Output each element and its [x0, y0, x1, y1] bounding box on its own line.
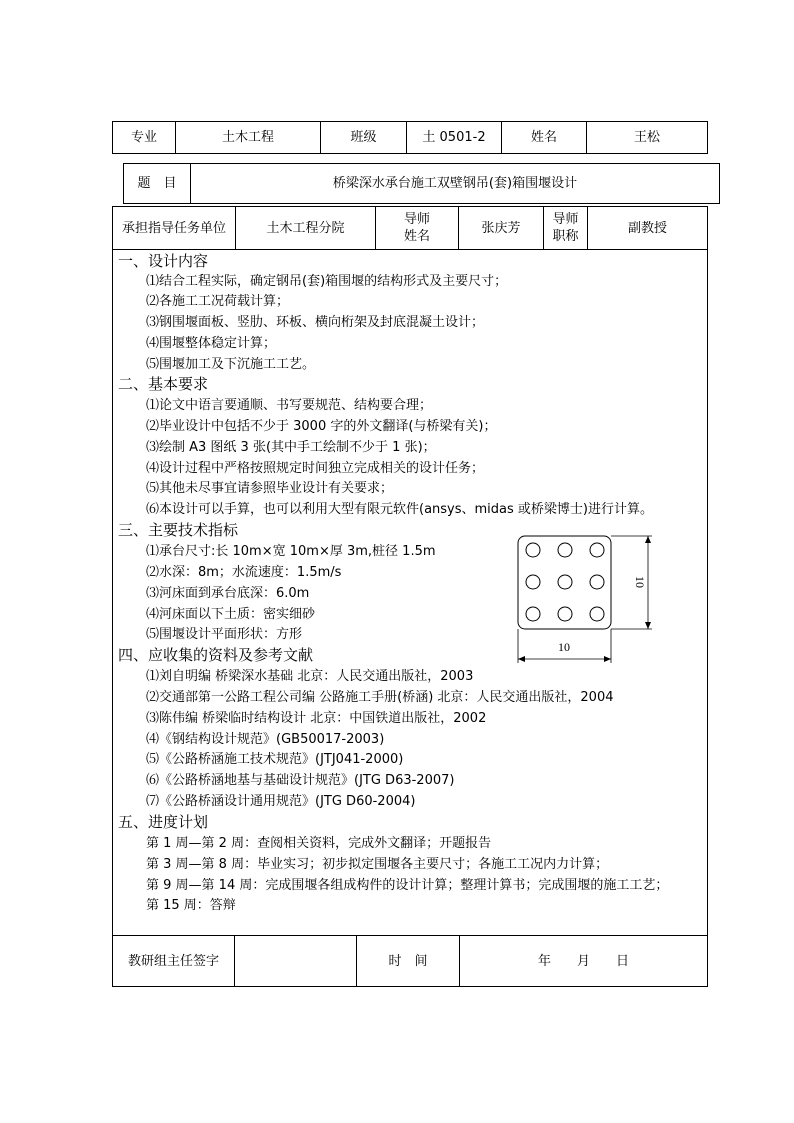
list-item: ⑸《公路桥涵施工技术规范》(JTJ041-2000)	[146, 752, 404, 767]
pile-circle	[526, 607, 540, 621]
list-item: ⑶陈伟编 桥梁临时结构设计 北京：中国铁道出版社，2002	[146, 711, 487, 726]
unit-value: 土木工程分院	[236, 207, 376, 250]
class-value: 土 0501-2	[407, 122, 502, 154]
pile-circle	[590, 607, 604, 621]
director-signature-value	[235, 936, 357, 987]
height-dimension	[611, 536, 652, 629]
section-heading-schedule: 五、进度计划	[118, 813, 209, 831]
section-heading-references: 四、应收集的资料及参考文献	[118, 646, 314, 664]
list-item: ⑸围堰设计平面形状：方形	[146, 627, 303, 642]
schedule-item: 第 1 周—第 2 周：查阅相关资料，完成外文翻译；开题报告	[146, 836, 492, 851]
pile-circle	[526, 575, 540, 589]
advisor-label-line2: 姓名	[403, 229, 430, 244]
pile-circle	[590, 575, 604, 589]
pile-circle	[526, 543, 540, 557]
pile-circle	[558, 575, 572, 589]
pile-cap-diagram	[512, 534, 662, 668]
pile-circle	[558, 607, 572, 621]
width-dimension	[518, 629, 611, 663]
section-heading-specs: 三、主要技术指标	[118, 521, 239, 539]
schedule-item: 第 9 周—第 14 周：完成围堰各组成构件的设计计算；整理计算书；完成围堰的施工工艺；	[146, 878, 669, 893]
advisor-title-label	[544, 207, 588, 250]
advisor-name-label	[376, 207, 459, 250]
list-item: ⑺《公路桥涵设计通用规范》(JTG D60-2004)	[146, 794, 416, 809]
cap-outline	[518, 536, 611, 629]
list-item: ⑴论文中语言要通顺、书写要规范、结构要合理；	[146, 398, 433, 413]
list-item: ⑴承台尺寸:长 10m×宽 10m×厚 3m,桩径 1.5m	[146, 544, 436, 559]
list-item: ⑸围堰加工及下沉施工工艺。	[146, 357, 316, 372]
name-value: 王松	[587, 122, 708, 154]
list-item: ⑷《钢结构设计规范》(GB50017-2003)	[146, 732, 385, 747]
schedule-item: 第 3 周—第 8 周：毕业实习；初步拟定围堰各主要尺寸；各施工工况内力计算；	[146, 857, 609, 872]
advisor-label-line1: 导师	[403, 212, 430, 227]
major-value: 土木工程	[176, 122, 321, 154]
name-label: 姓名	[502, 122, 587, 154]
list-item: ⑵各施工工况荷载计算；	[146, 294, 290, 309]
advisor-title-value: 副教授	[588, 207, 708, 250]
pile-grid	[526, 543, 604, 621]
major-label: 专业	[113, 122, 176, 154]
topic-value: 桥梁深水承台施工双壁钢吊(套)箱围堰设计	[191, 164, 720, 204]
list-item: ⑷设计过程中严格按照规定时间独立完成相关的设计任务；	[146, 461, 485, 476]
list-item: ⑹《公路桥涵地基与基础设计规范》(JTG D63-2007)	[146, 773, 455, 788]
schedule-item: 第 15 周：答辩	[146, 898, 236, 913]
unit-label: 承担指导任务单位	[113, 207, 236, 250]
list-item: ⑶河床面到承台底深：6.0m	[146, 586, 310, 601]
pile-circle	[558, 543, 572, 557]
height-label: 10	[633, 576, 647, 588]
list-item: ⑶钢围堰面板、竖肋、环板、横向桁架及封底混凝土设计；	[146, 315, 485, 330]
list-item: ⑵毕业设计中包括不少于 3000 字的外文翻译(与桥梁有关)；	[146, 419, 497, 434]
width-label: 10	[558, 640, 570, 654]
section-heading-requirements: 二、基本要求	[118, 375, 209, 393]
title-label-line2: 职称	[552, 229, 579, 244]
list-item: ⑹本设计可以手算，也可以利用大型有限元软件(ansys、midas 或桥梁博士)进行计算。	[146, 502, 653, 517]
list-item: ⑴刘自明编 桥梁深水基础 北京：人民交通出版社，2003	[146, 669, 474, 684]
class-label: 班级	[321, 122, 407, 154]
title-label-line1: 导师	[552, 212, 579, 227]
list-item: ⑶绘制 A3 图纸 3 张(其中手工绘制不少于 1 张)；	[146, 440, 436, 455]
topic-row	[123, 163, 720, 204]
topic-label: 题 目	[124, 164, 191, 204]
list-item: ⑷围堰整体稳定计算；	[146, 336, 277, 351]
list-item: ⑵水深：8m；水流速度：1.5m/s	[146, 565, 342, 580]
list-item: ⑷河床面以下土质：密实细砂	[146, 607, 316, 622]
advisor-name-value: 张庆芳	[459, 207, 544, 250]
pile-circle	[590, 543, 604, 557]
time-label: 时 间	[357, 936, 460, 987]
section-heading-design: 一、设计内容	[118, 252, 209, 270]
list-item: ⑸其他未尽事宜请参照毕业设计有关要求；	[146, 481, 394, 496]
guidance-row	[112, 206, 708, 250]
signature-row	[112, 935, 708, 987]
list-item: ⑵交通部第一公路工程公司编 公路施工手册(桥涵) 北京：人民交通出版社，2004	[146, 690, 614, 705]
date-value: 年 月 日	[460, 936, 708, 987]
list-item: ⑴结合工程实际，确定钢吊(套)箱围堰的结构形式及主要尺寸；	[146, 274, 508, 289]
director-signature-label: 教研组主任签字	[113, 936, 235, 987]
student-info-row	[112, 121, 708, 154]
